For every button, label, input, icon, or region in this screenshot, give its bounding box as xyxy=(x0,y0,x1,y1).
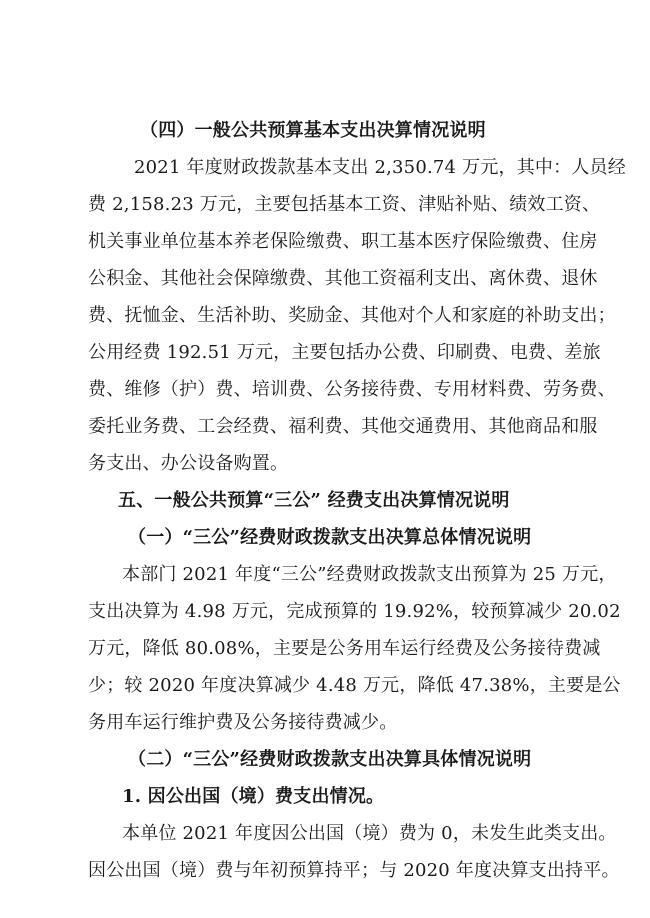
s4-para-line-7: 费、维修（护）费、培训费、公务接待费、专用材料费、劳务费、 xyxy=(88,379,616,400)
s4-para-line-5: 费、抚恤金、生活补助、奖励金、其他对个人和家庭的补助支出； xyxy=(88,305,616,326)
s5-1-para-line-5: 务用车运行维护费及公务接待费减少。 xyxy=(88,712,398,733)
section-4-heading: （四）一般公共预算基本支出决算情况说明 xyxy=(140,120,486,141)
s5-1-para-line-3: 万元，降低 80.08%，主要是公务用车运行经费及公务接待费减 xyxy=(88,638,601,659)
section-5-2-heading: （二）“三公”经费财政拨款支出决算具体情况说明 xyxy=(128,749,532,770)
section-5-2-1-heading: 1. 因公出国（境）费支出情况。 xyxy=(122,786,385,807)
s5-2-1-para-line-1: 本单位 2021 年度因公出国（境）费为 0，未发生此类支出。 xyxy=(122,823,617,844)
s5-1-para-line-1: 本部门 2021 年度“三公”经费财政拨款支出预算为 25 万元， xyxy=(122,564,617,585)
s4-para-line-1: 2021 年度财政拨款基本支出 2,350.74 万元，其中：人员经 xyxy=(134,157,626,178)
section-5-1-heading: （一）“三公”经费财政拨款支出决算总体情况说明 xyxy=(128,527,532,548)
s5-1-para-line-4: 少；较 2020 年度决算减少 4.48 万元，降低 47.38%，主要是公 xyxy=(88,675,621,696)
s4-para-line-9: 务支出、办公设备购置。 xyxy=(88,453,289,474)
s5-1-para-line-2: 支出决算为 4.98 万元，完成预算的 19.92%，较预算减少 20.02 xyxy=(88,601,621,622)
s4-para-line-3: 机关事业单位基本养老保险缴费、职工基本医疗保险缴费、住房 xyxy=(88,231,598,252)
section-5-heading: 五、一般公共预算“三公” 经费支出决算情况说明 xyxy=(118,490,510,511)
s4-para-line-8: 委托业务费、工会经费、福利费、其他交通费用、其他商品和服 xyxy=(88,416,598,437)
s5-2-1-para-line-2: 因公出国（境）费与年初预算持平；与 2020 年度决算支出持平。 xyxy=(88,860,620,881)
s4-para-line-6: 公用经费 192.51 万元，主要包括办公费、印刷费、电费、差旅 xyxy=(88,342,601,363)
s4-para-line-4: 公积金、其他社会保障缴费、其他工资福利支出、离休费、退休 xyxy=(88,268,598,289)
s4-para-line-2: 费 2,158.23 万元，主要包括基本工资、津贴补贴、绩效工资、 xyxy=(88,194,601,215)
